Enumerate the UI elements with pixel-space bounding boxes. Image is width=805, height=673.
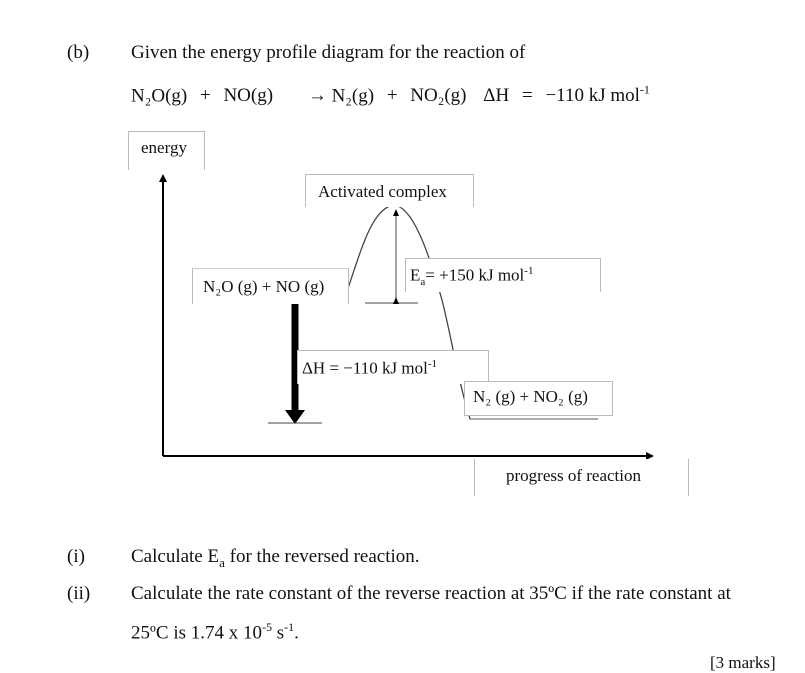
enthalpy-label: ΔH = −110 kJ mol$^{-1}$ <box>302 358 437 378</box>
y-axis-label: energy <box>141 138 187 157</box>
part-i-text: Calculate $E_a$ for the reversed reaction. <box>131 546 420 570</box>
part-label-i: (i) <box>67 546 85 567</box>
reactants-label: N₂O (g) + NO (g) <box>203 277 325 296</box>
product-n2: N₂(g) <box>331 85 375 107</box>
part-ii-line-2: 25ºC is 1.74 x $10^{-5}$ $s^{-1}$. <box>131 620 299 644</box>
activated-complex-label: Activated complex <box>318 182 447 201</box>
energy-curve <box>343 205 470 419</box>
products-label: N₂ (g) + NO₂ (g) <box>473 387 588 406</box>
part-ii-line-1: Calculate the rate constant of the reverse reaction at 35ºC if the rate constant at <box>131 583 731 604</box>
reaction-arrow: → <box>307 85 327 107</box>
part-label-b: (b) <box>67 42 90 63</box>
reactant-n2o: N₂O(g) <box>131 85 188 107</box>
question-intro: Given the energy profile diagram for the reaction of <box>131 42 526 63</box>
marks-label: [3 marks] <box>710 653 776 672</box>
plus-sign-1: + <box>199 85 211 107</box>
reactant-no: NO(g) <box>223 85 274 107</box>
part-label-ii: (ii) <box>67 583 91 604</box>
enthalpy-value: −110 kJ mol$^{-1}$ <box>545 83 650 107</box>
enthalpy-arrowhead <box>285 410 305 424</box>
x-axis-label: progress of reaction <box>506 466 642 485</box>
product-no2: NO₂(g) <box>410 85 467 107</box>
enthalpy-symbol: ΔH <box>483 85 510 107</box>
ea-label: $E_a= +150$ kJ mol$^{-1}$ <box>410 265 534 289</box>
plus-sign-2: + <box>386 85 398 107</box>
equals-sign: = <box>521 85 533 107</box>
